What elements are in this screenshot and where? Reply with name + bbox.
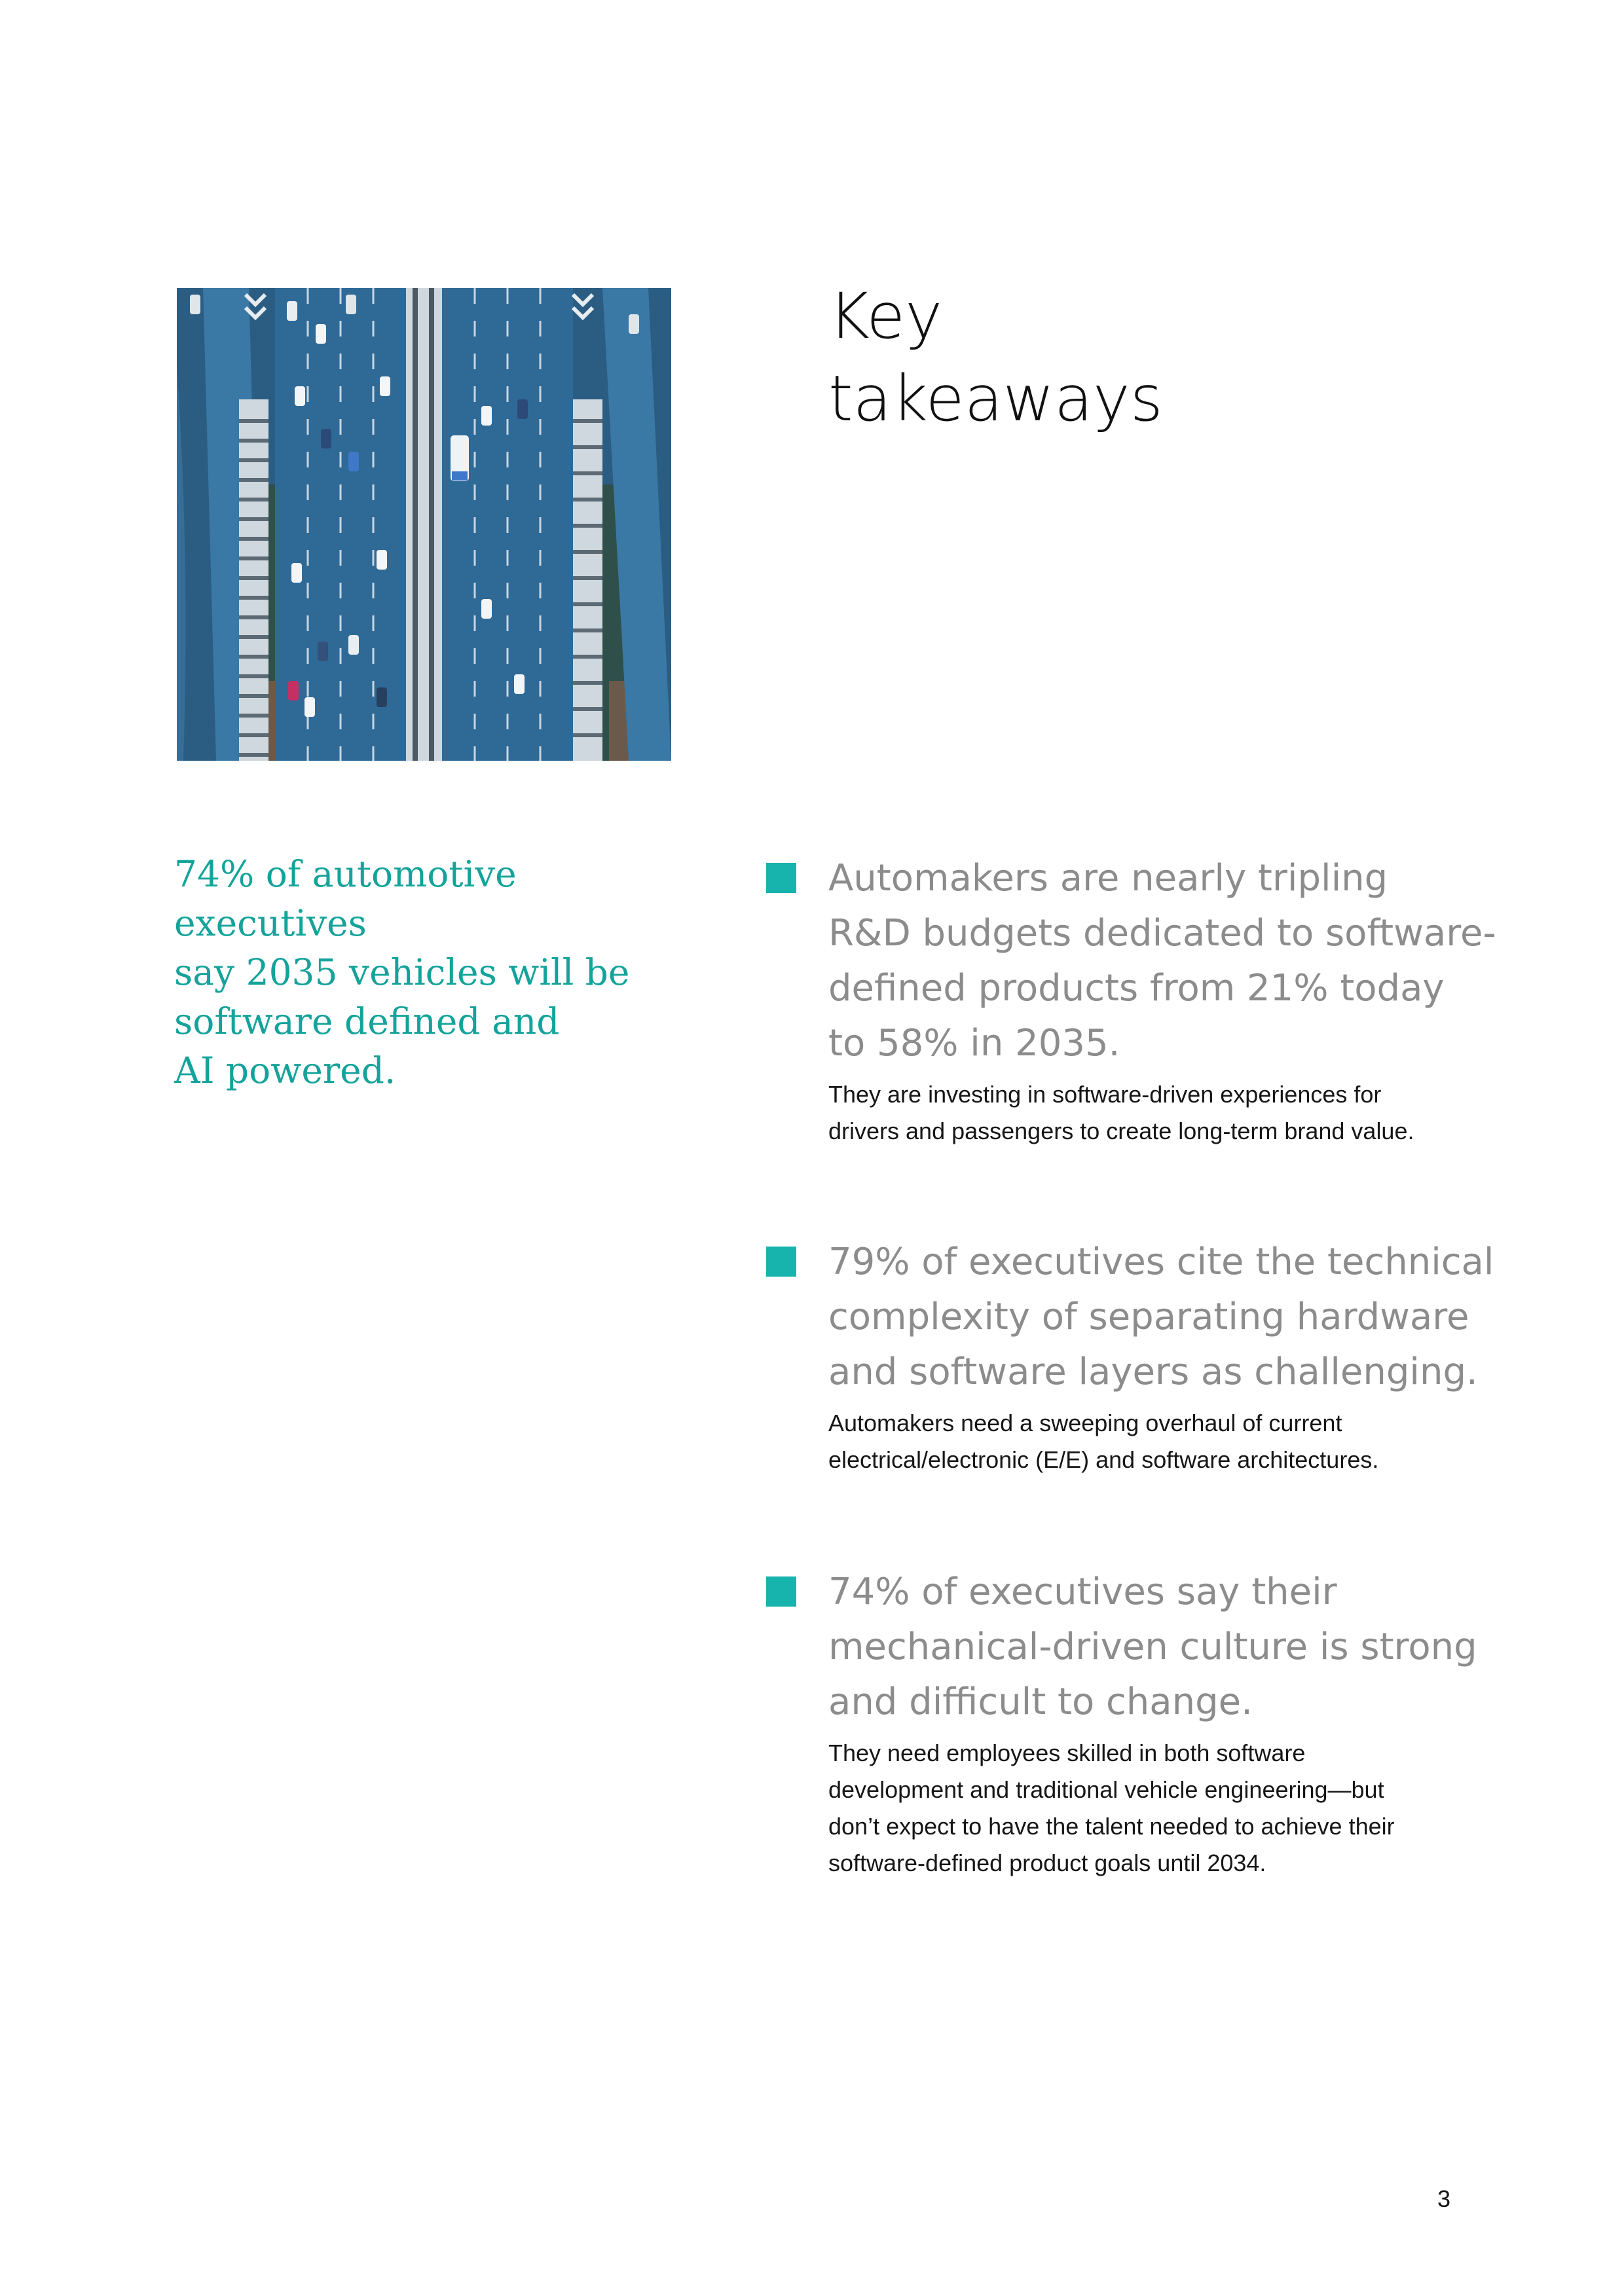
square-bullet-icon: [766, 863, 796, 893]
takeaway-body-line: They need employees skilled in both software: [828, 1740, 1306, 1766]
takeaway-headline-line: defined products from 21% today: [828, 967, 1445, 1010]
square-bullet-icon: [766, 1576, 796, 1607]
takeaway-headline: [828, 1235, 1494, 1400]
takeaway-headline: [828, 851, 1496, 1071]
takeaway-headline-line: R&D budgets dedicated to software-: [828, 912, 1496, 955]
takeaway-headline-line: and software layers as challenging.: [828, 1351, 1478, 1393]
page-number: 3: [1437, 2185, 1450, 2212]
takeaway-body-line: development and traditional vehicle engineering—but: [828, 1776, 1384, 1803]
page-title-line: takeaways: [828, 362, 1163, 435]
takeaway-body-line: Automakers need a sweeping overhaul of current: [828, 1410, 1342, 1436]
takeaway-headline-line: to 58% in 2035.: [828, 1022, 1120, 1065]
takeaway-body-line: They are investing in software-driven experiences for: [828, 1081, 1382, 1108]
takeaway-headline-line: complexity of separating hardware: [828, 1296, 1469, 1338]
square-bullet-icon: [766, 1247, 796, 1277]
pull-quote-line: AI powered.: [174, 1049, 396, 1091]
takeaway-headline-line: and difficult to change.: [828, 1681, 1253, 1723]
takeaway-headline-line: 74% of executives say their: [828, 1571, 1337, 1613]
pull-quote: [174, 850, 711, 1095]
pull-quote-line: software defined and: [174, 1000, 560, 1042]
pull-quote-line: 74% of automotive executives: [174, 853, 517, 944]
takeaway-body-line: drivers and passengers to create long-term brand value.: [828, 1118, 1414, 1144]
takeaway-headline-line: mechanical-driven culture is strong: [828, 1626, 1477, 1668]
takeaway-body-line: don’t expect to have the talent needed to achieve their: [828, 1813, 1395, 1840]
page-title-line: Key: [828, 280, 943, 353]
takeaway-body: [828, 1405, 1473, 1478]
takeaway-body-line: software-defined product goals until 2034.: [828, 1850, 1266, 1876]
pull-quote-line: say 2035 vehicles will be: [174, 951, 630, 993]
highway-aerial-photo: [177, 288, 671, 761]
takeaway-headline-line: 79% of executives cite the technical: [828, 1241, 1494, 1283]
takeaway-body: [828, 1076, 1473, 1150]
takeaway-item: [766, 1235, 1494, 1478]
takeaway-body-line: electrical/electronic (E/E) and software architectures.: [828, 1446, 1379, 1473]
highway-aerial-icon: [177, 288, 671, 761]
takeaway-headline: [828, 1565, 1477, 1730]
takeaway-item: [766, 1565, 1477, 1882]
takeaway-item: [766, 851, 1496, 1150]
takeaway-headline-line: Automakers are nearly tripling: [828, 857, 1388, 900]
page-title: [828, 275, 1418, 440]
takeaway-body: [828, 1735, 1473, 1882]
